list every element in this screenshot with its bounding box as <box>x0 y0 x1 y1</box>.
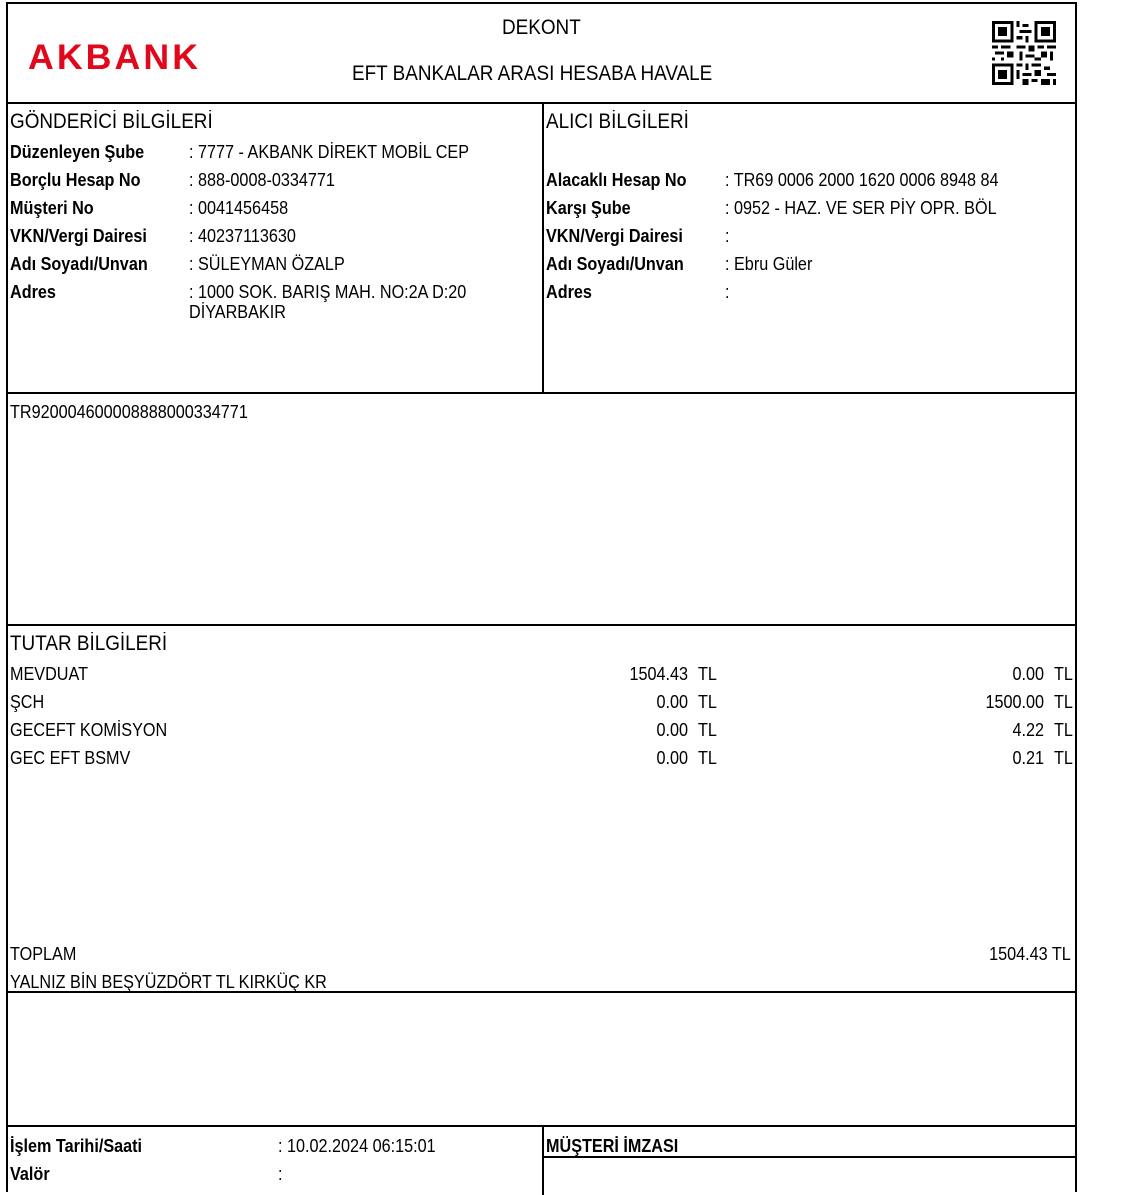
footer-label: Valör <box>10 1164 50 1184</box>
sender-value: : SÜLEYMAN ÖZALP <box>189 254 345 274</box>
credit-amount: 4.22 <box>1012 720 1044 740</box>
sender-label: Adı Soyadı/Unvan <box>10 254 148 274</box>
sender-section-title: GÖNDERİCİ BİLGİLERİ <box>10 110 213 133</box>
debit-amount: 0.00 <box>656 748 688 768</box>
sender-value: : 888-0008-0334771 <box>189 170 335 190</box>
credit-amount: 0.21 <box>1012 748 1044 768</box>
doc-subtitle: EFT BANKALAR ARASI HESABA HAVALE <box>352 62 713 85</box>
receipt-document <box>6 2 1077 1192</box>
sender-label: VKN/Vergi Dairesi <box>10 226 147 246</box>
debit-amount: 1504.43 <box>629 664 688 684</box>
debit-amount: 0.00 <box>656 720 688 740</box>
receiver-label: Karşı Şube <box>546 198 631 218</box>
sender-value: : 40237113630 <box>189 226 296 246</box>
total-in-words: YALNIZ BİN BEŞYÜZDÖRT TL KIRKÜÇ KR <box>10 972 327 992</box>
amount-label: MEVDUAT <box>10 664 89 684</box>
receiver-section-title: ALICI BİLGİLERİ <box>546 110 689 133</box>
debit-amount: 0.00 <box>656 692 688 712</box>
credit-currency: TL <box>1054 720 1073 740</box>
qr-code-icon <box>992 21 1056 85</box>
credit-currency: TL <box>1054 664 1073 684</box>
sender-label: Müşteri No <box>10 198 94 218</box>
receiver-label: VKN/Vergi Dairesi <box>546 226 683 246</box>
receiver-value: : <box>725 226 730 246</box>
total-label: TOPLAM <box>10 944 77 964</box>
receiver-label: Adres <box>546 282 592 302</box>
signature-title: MÜŞTERİ İMZASI <box>546 1136 679 1156</box>
footer-value: : 10.02.2024 06:15:01 <box>278 1136 436 1156</box>
credit-currency: TL <box>1054 748 1073 768</box>
sender-value-line2: DİYARBAKIR <box>189 302 286 322</box>
total-value: 1504.43 TL <box>989 944 1071 964</box>
amount-label: GECEFT KOMİSYON <box>10 720 168 740</box>
receiver-value: : TR69 0006 2000 1620 0006 8948 84 <box>725 170 999 190</box>
credit-amount: 1500.00 <box>985 692 1044 712</box>
footer-value: : <box>278 1164 283 1184</box>
credit-amount: 0.00 <box>1012 664 1044 684</box>
amount-label: ŞCH <box>10 692 45 712</box>
sender-label: Düzenleyen Şube <box>10 142 145 162</box>
footer-label: İşlem Tarihi/Saati <box>10 1136 143 1156</box>
debit-currency: TL <box>698 720 717 740</box>
doc-title: DEKONT <box>502 16 581 39</box>
receiver-value: : 0952 - HAZ. VE SER PİY OPR. BÖL <box>725 198 997 218</box>
amount-label: GEC EFT BSMV <box>10 748 131 768</box>
credit-currency: TL <box>1054 692 1073 712</box>
receiver-label: Alacaklı Hesap No <box>546 170 687 190</box>
receiver-label: Adı Soyadı/Unvan <box>546 254 684 274</box>
debit-currency: TL <box>698 748 717 768</box>
receiver-value: : Ebru Güler <box>725 254 813 274</box>
receiver-value: : <box>725 282 730 302</box>
debit-currency: TL <box>698 664 717 684</box>
akbank-logo: AKBANK <box>28 38 202 77</box>
amounts-section-title: TUTAR BİLGİLERİ <box>10 632 168 655</box>
sender-label: Borçlu Hesap No <box>10 170 141 190</box>
sender-label: Adres <box>10 282 56 302</box>
sender-iban: TR920004600008888000334771 <box>10 402 248 422</box>
sender-value: : 1000 SOK. BARIŞ MAH. NO:2A D:20 <box>189 282 467 302</box>
sender-value: : 7777 - AKBANK DİREKT MOBİL CEP <box>189 142 470 162</box>
debit-currency: TL <box>698 692 717 712</box>
sender-value: : 0041456458 <box>189 198 289 218</box>
